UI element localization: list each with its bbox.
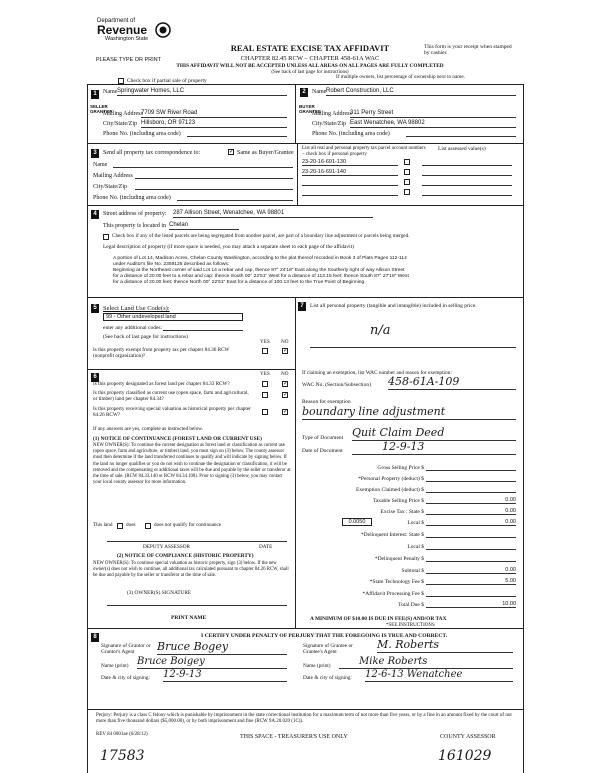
local-rate-field[interactable]: 0.0050 xyxy=(342,518,372,526)
parcel-row[interactable]: 23-20-16-691-130 xyxy=(302,159,398,166)
calc-label: Excise Tax : State $ xyxy=(380,509,424,515)
historic-no-checkbox[interactable]: ✓ xyxy=(283,409,289,415)
calc-value[interactable] xyxy=(426,486,516,493)
parcel-row[interactable]: 23-20-16-691-140 xyxy=(302,169,398,176)
if-yes-note: If any answers are yes, complete as instructed below. xyxy=(93,426,204,432)
land-use-select[interactable]: 99 - Other undeveloped land xyxy=(103,313,243,321)
legal-desc-label: Legal description of property (if more space is needed, you may attach a separate sheet to each page of the affidavit) xyxy=(103,244,354,250)
does-checkbox[interactable] xyxy=(117,523,123,529)
grantee-name[interactable]: Mike Roberts xyxy=(339,656,513,669)
calc-value[interactable]: 5.00 xyxy=(426,578,516,585)
grantee-signature[interactable]: M. Roberts xyxy=(377,639,513,653)
does-not-label: does not qualify for continuance xyxy=(154,522,222,528)
seller-city-field[interactable]: Hillsboro, OR 97123 xyxy=(141,120,287,128)
segregated-label: Check box if any of the listed parcels are being segregated from another parcel, are part of a boundary line adjustment or parcels being merged. xyxy=(112,233,410,239)
calc-label: Exemption Claimed (deduct) $ xyxy=(356,487,424,493)
doc-date-field[interactable]: 12-9-13 xyxy=(352,441,516,455)
current-use-no-checkbox[interactable]: ✓ xyxy=(283,392,289,398)
section-4-badge: 4 xyxy=(91,210,99,219)
reason-field[interactable]: boundary line adjustment xyxy=(302,406,516,420)
buyer-mailing-field[interactable]: 311 Perry Street xyxy=(350,110,516,118)
exempt-yes-checkbox[interactable] xyxy=(262,348,268,354)
perjury-warning: Perjury: Perjury is a class C felony which is punishable by imprisonment in the state correctional institution for a maximum term of not more than five years, or by a fine in an amount fixed by the court of not more than five thousand dollars ($5,000.00), or by both imprisonment and fine (RCW 9A.20.020 (1C)). xyxy=(96,713,512,725)
section-3-badge: 3 xyxy=(91,149,99,158)
personal-property-value[interactable]: n/a xyxy=(370,323,391,338)
calc-value[interactable] xyxy=(426,475,516,482)
personal-property-label: List all personal property (tangible and intangible) included in selling price. xyxy=(310,303,477,309)
exempt-question: Is this property exempt from property tax per chapter 84.36 RCW (nonprofit organization)? xyxy=(93,347,230,359)
does-label: does xyxy=(126,522,136,528)
forest-no-checkbox[interactable]: ✓ xyxy=(283,381,289,387)
parcel-column xyxy=(297,144,517,206)
property-section xyxy=(87,206,524,298)
local-label: Local $ xyxy=(407,520,424,526)
parcel-header: List all real and personal property tax parcel account numbers – check box if personal property xyxy=(302,146,426,157)
treasurer-use-label: THIS SPACE - TREASURER'S USE ONLY xyxy=(240,734,348,740)
assessed-value-field[interactable] xyxy=(422,189,512,196)
buyer-city-label: City/State/Zip xyxy=(312,121,346,127)
additional-codes-label: enter any additional codes: xyxy=(103,325,163,331)
assessed-value-field[interactable] xyxy=(422,169,512,176)
parcel-personal-checkbox[interactable] xyxy=(404,179,410,185)
section-1-badge: 1 xyxy=(91,90,99,99)
forest-yes-checkbox[interactable] xyxy=(262,381,268,387)
calc-label: Subtotal $ xyxy=(401,568,424,574)
buyer-mailing-label: Mailing Address xyxy=(312,111,352,117)
calc-label: Taxable Selling Price $ xyxy=(372,498,424,504)
dept-line1: Department of xyxy=(97,18,136,24)
certify-statement: I CERTIFY UNDER PENALTY OF PERJURY THAT THE FOREGOING IS TRUE AND CORRECT. xyxy=(201,633,448,639)
grantee-date[interactable]: 12-6-13 Wenatchee xyxy=(365,669,513,682)
grantor-name[interactable]: Bruce Boigey xyxy=(137,656,287,669)
parcel-personal-checkbox[interactable] xyxy=(404,169,410,175)
deputy-label: DEPUTY ASSESSOR xyxy=(143,544,190,550)
this-land-label: This land xyxy=(93,522,113,528)
calc-label: *State Technology Fee $ xyxy=(369,579,424,585)
county-label: This property is located in xyxy=(103,223,166,229)
street-field[interactable]: 287 Allison Street, Wenatchee, WA 98801 xyxy=(173,210,373,218)
historic-yes-checkbox[interactable] xyxy=(262,409,268,415)
seller-mailing-field[interactable]: 7709 SW River Road xyxy=(141,110,287,118)
grantor-sig-label: Signature of Grantor or Grantor's Agent xyxy=(101,643,151,656)
grantor-name-label: Name (print) xyxy=(101,663,129,669)
calc-label: *Delinquent Interest: State $ xyxy=(360,532,424,538)
calc-value[interactable] xyxy=(426,543,516,550)
calc-value[interactable] xyxy=(426,464,516,471)
receipt-note: This form is your receipt when stamped by cashier. xyxy=(424,44,512,57)
dept-line2: Revenue xyxy=(97,22,148,37)
calc-value[interactable] xyxy=(426,531,516,538)
multiple-owners-note: If multiple owners, list percentage of ownership next to name. xyxy=(336,74,465,80)
form-chapter: CHAPTER 82.45 RCW – CHAPTER 458-61A WAC xyxy=(240,55,380,62)
corr-phone-field[interactable] xyxy=(177,194,293,201)
seller-side-label: SELLER GRANTOR xyxy=(90,104,113,114)
no-header: NO xyxy=(281,371,289,377)
form-title: REAL ESTATE EXCISE TAX AFFIDAVIT xyxy=(230,43,390,53)
parcel-personal-checkbox[interactable] xyxy=(404,189,410,195)
land-use-label: Select Land Use Code(s): xyxy=(103,305,170,312)
calc-label: *Affidavit Processing Fee $ xyxy=(362,591,424,597)
legal-desc-line: A portion of Lot 14, Madison Acres, Chelan County Washington, according to the plat thereof recorded in Book 3 of Plats Pages 112-114 xyxy=(113,256,407,261)
owner-signature-line[interactable] xyxy=(107,603,287,606)
section-5-badge: 5 xyxy=(91,304,99,313)
calc-label: *Personal Property (deduct) $ xyxy=(358,476,424,482)
print-name-label: PRINT NAME xyxy=(171,615,207,621)
county-field[interactable]: Chelan xyxy=(169,222,239,230)
section-7-badge: 7 xyxy=(298,302,306,311)
county-assessor-label: COUNTY ASSESSOR xyxy=(440,734,496,740)
deputy-date-label: DATE xyxy=(259,544,273,550)
classification-section xyxy=(87,370,296,628)
segregated-checkbox[interactable] xyxy=(103,234,109,240)
corr-name-field[interactable] xyxy=(113,161,293,168)
buyer-side-label: BUYER GRANTEE xyxy=(299,104,322,114)
additional-codes-field[interactable] xyxy=(163,324,243,331)
exempt-no-checkbox[interactable]: ✓ xyxy=(283,348,289,354)
seller-name-field[interactable]: Springwater Homes, LLC xyxy=(117,88,287,96)
parcel-personal-checkbox[interactable] xyxy=(404,159,410,165)
no-header: NO xyxy=(281,339,289,345)
seller-phone-field[interactable] xyxy=(187,130,287,137)
calc-value[interactable]: 0.00 xyxy=(426,567,516,574)
form-number: REV 84 0001ae (6/28/12) xyxy=(96,732,148,737)
buyer-phone-field[interactable] xyxy=(406,130,516,137)
legal-desc-line: Beginning at the Northeast corner of said Lot 14 a rebar and cap, thence 87° 24'18" East along the Southerly right of way Allison Street xyxy=(113,268,405,273)
same-as-buyer-label: Same as Buyer/Grantee xyxy=(237,150,294,156)
owner-signature-label: (3) OWNER(S) SIGNATURE xyxy=(127,590,192,596)
notice-compliance-title: (2) NOTICE OF COMPLIANCE (HISTORIC PROPERTY) xyxy=(117,553,254,559)
street-label: Street address of property: xyxy=(103,211,167,217)
yes-header: YES xyxy=(260,371,270,377)
parcel-row-blank[interactable] xyxy=(302,189,398,196)
seller-name-label: Name xyxy=(103,89,118,95)
grantee-date-label: Date & city of signing: xyxy=(303,675,352,681)
section-8-badge: 8 xyxy=(91,633,99,642)
doc-type-field[interactable]: Quit Claim Deed xyxy=(352,427,516,441)
grantor-date-label: Date & city of signing: xyxy=(101,675,150,681)
buyer-section xyxy=(296,84,524,144)
assessed-value-field[interactable] xyxy=(422,179,512,186)
assessed-value-field[interactable] xyxy=(422,159,512,166)
legal-desc-line: under Auditor's file No. 2359125 described as follows: xyxy=(113,262,230,267)
buyer-name-label: Name xyxy=(312,89,327,95)
seller-phone-label: Phone No. (including area code) xyxy=(103,131,181,137)
see-instructions-note: *SEE INSTRUCTIONS xyxy=(386,623,435,628)
forest-question: Is this property designated as forest land per chapter 84.33 RCW? xyxy=(93,381,230,387)
corr-phone-label: Phone No. (including area code) xyxy=(93,195,171,201)
notice-continuance-text: NEW OWNER(S): To continue the current designation as forest land or classification as current use (open space, farm and agriculture, or timber) land, you must sign on (3) below. The county assessor must then determine if the land transferred continues to qualify and will indicate by signing below. If the land no longer qualifies or you do not wish to continue the designation or classification, it will be removed and the compensating or additional taxes will be due and payable by the seller or transferor at the time of sale. (RCW 84.33.140 or RCW 84.34.108). Prior to signing (3) below, you may contact your local county assessor for more information. xyxy=(93,443,291,486)
calc-label: Local $ xyxy=(407,544,424,550)
corr-city-label: City/State/Zip xyxy=(93,184,127,190)
buyer-phone-label: Phone No. (including area code) xyxy=(312,131,390,137)
seller-city-label: City/State/Zip xyxy=(103,121,137,127)
doc-date-label: Date of Document xyxy=(302,448,343,454)
section-2-badge: 2 xyxy=(300,88,308,97)
tax-calc-section xyxy=(296,298,524,628)
grantee-name-label: Name (print) xyxy=(303,663,331,669)
certification-section xyxy=(87,628,524,710)
wac-label: WAC No. (Section/Subsection) xyxy=(302,382,371,388)
current-use-question: Is this property classified as current use (open space, farm and agricultural, or timber) land per chapter 84.34? xyxy=(93,390,249,402)
corr-city-field[interactable] xyxy=(135,183,293,190)
legal-desc-line: for a distance of 20.00 feet; thence North 00° 22'51" East for a distance of 100.13 feet to the True Point of Beginning. xyxy=(113,280,366,285)
notice-compliance-text: NEW OWNER(S): To continue special valuation as historic property, sign (3) below. If the new owner(s) does not wish to continue, all additional tax calculated pursuant to chapter 84.26 RCW, shall be due and payable by the seller or transferor at the time of sale. xyxy=(93,561,289,579)
handwritten-number-left: 17583 xyxy=(100,748,145,764)
legal-desc-line: for a distance of 20.00 feet to a rebar and cap; thence South 00° 22'51" West for a distance of 113.15 feet; thence South 87° 27'18" West xyxy=(113,274,409,279)
deputy-signature-line[interactable] xyxy=(107,539,287,542)
grantor-signature[interactable]: Bruce Bogey xyxy=(157,641,287,655)
same-as-buyer-checkbox[interactable]: ✓ xyxy=(229,149,235,155)
corr-mailing-field[interactable] xyxy=(135,172,293,179)
calc-value[interactable] xyxy=(426,590,516,597)
local-value[interactable]: 0.00 xyxy=(426,519,516,526)
dor-logo xyxy=(97,18,183,54)
parcel-row-blank[interactable] xyxy=(302,179,398,186)
seller-mailing-label: Mailing Address xyxy=(103,111,143,117)
land-use-section xyxy=(87,298,296,370)
calc-label: Total Due $ xyxy=(398,602,424,608)
corr-mailing-label: Mailing Address xyxy=(93,173,133,179)
buyer-name-field[interactable]: Robert Construction, LLC xyxy=(326,88,516,96)
buyer-city-field[interactable]: East Wenatchee, WA 98802 xyxy=(350,120,516,128)
state-seal-icon xyxy=(155,22,171,38)
calc-value[interactable]: 0.00 xyxy=(426,497,516,504)
historic-question: Is this property receiving special valuation as historical property per chapter 84.26 RCW? xyxy=(93,406,251,418)
current-use-yes-checkbox[interactable] xyxy=(262,392,268,398)
calc-value[interactable] xyxy=(426,555,516,562)
see-back-note: (See back of last page for instructions) xyxy=(271,70,349,75)
minimum-due-note: A MINIMUM OF $10.00 IS DUE IN FEE(S) AND/OR TAX xyxy=(310,616,447,622)
wac-field[interactable]: 458-61A-109 xyxy=(388,376,516,390)
grantor-date[interactable]: 12-9-13 xyxy=(163,669,287,682)
seller-section xyxy=(87,84,296,144)
reason-label: Reason for exemption xyxy=(302,399,351,405)
corr-name-label: Name xyxy=(93,162,108,168)
total-due-value[interactable]: 10.00 xyxy=(426,601,516,608)
land-use-see-back: (See back of last page for instructions) xyxy=(103,334,188,340)
personal-property-line xyxy=(310,346,516,348)
notice-continuance-title: (1) NOTICE OF CONTINUANCE (FOREST LAND OR CURRENT USE) xyxy=(93,436,262,442)
send-to-label: Send all property tax correspondence to: xyxy=(103,150,201,156)
correspondence-section xyxy=(87,144,524,206)
does-not-checkbox[interactable] xyxy=(145,523,151,529)
partial-sale-label: Check box if partial sale of property xyxy=(127,78,207,84)
handwritten-number-right: 161029 xyxy=(438,748,492,764)
section-6-badge: 6 xyxy=(91,373,99,382)
claim-exemption-label: If claiming an exemption, list WAC number and reason for exemption: xyxy=(302,370,452,376)
yes-header: YES xyxy=(260,339,270,345)
type-or-print: PLEASE TYPE OR PRINT xyxy=(96,57,162,63)
calc-label: Gross Selling Price $ xyxy=(377,465,424,471)
dept-line3: Washington State xyxy=(105,35,149,42)
calc-value[interactable]: 0.00 xyxy=(426,508,516,515)
calc-label: *Delinquent Penalty $ xyxy=(374,556,424,562)
not-accepted-warning: THIS AFFIDAVIT WILL NOT BE ACCEPTED UNLESS ALL AREAS ON ALL PAGES ARE FULLY COMPLETED xyxy=(176,63,444,69)
assessed-header: List assessed value(s) xyxy=(438,146,486,152)
grantee-sig-label: Signature of Grantee or Grantee's Agent xyxy=(303,643,353,656)
doc-type-label: Type of Document xyxy=(302,435,344,441)
